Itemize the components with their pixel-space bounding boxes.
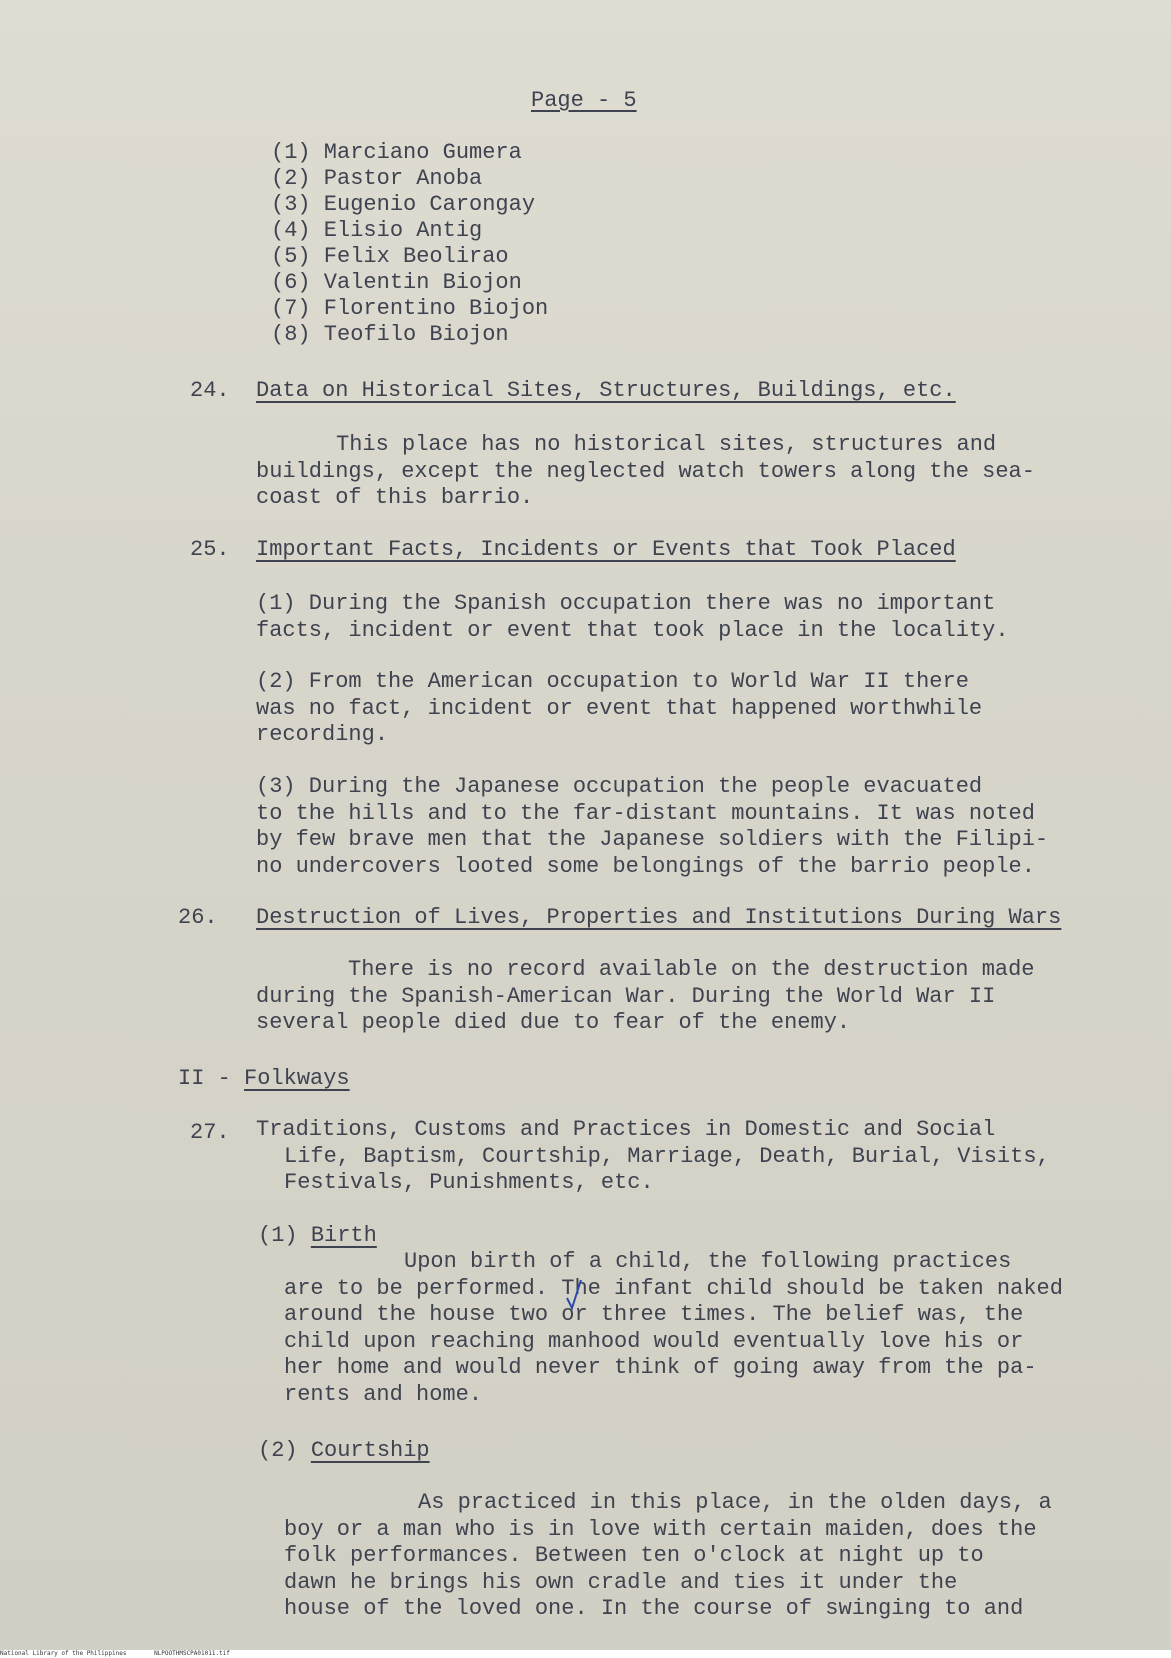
section-26-title: Destruction of Lives, Properties and Institutions During Wars	[256, 905, 1062, 930]
section-24-text	[256, 432, 1035, 512]
section-27-title	[256, 1117, 1050, 1197]
part-2-heading	[178, 1066, 350, 1091]
text-line: no undercovers looted some belongings of the barrio people.	[256, 853, 1035, 879]
section-25-item-3	[256, 774, 1048, 880]
text-line: buildings, except the neglected watch towers along the sea-	[256, 458, 1035, 484]
text-line: facts, incident or event that took place in the locality.	[256, 617, 1009, 643]
text-line: rents and home.	[284, 1381, 483, 1407]
text-line: to the hills and to the far-distant mountains. It was noted	[256, 800, 1035, 826]
list-item: (4) Elisio Antig	[271, 218, 483, 243]
text-line: (3) During the Japanese occupation the people evacuated	[256, 774, 983, 799]
section-27-number: 27.	[190, 1120, 230, 1145]
text-line: house of the loved one. In the course of swinging to and	[284, 1596, 1024, 1621]
footer-file: NLPOOTHMSCPA01011.tif	[154, 1650, 230, 1657]
text-line: As practiced in this place, in the olden days, a	[418, 1490, 1052, 1515]
list-item: (7) Florentino Biojon	[271, 296, 549, 321]
text-line: (2) From the American occupation to World War II there	[256, 669, 969, 694]
text-line: was no fact, incident or event that happened worthwhile	[256, 695, 983, 721]
text-line: (1) During the Spanish occupation there was no important	[256, 591, 996, 616]
list-item: (6) Valentin Biojon	[271, 270, 522, 295]
text-line: dawn he brings his own cradle and ties it under the	[284, 1569, 958, 1595]
list-item: (1) Marciano Gumera	[271, 140, 522, 165]
text-line: around the house two or three times. The belief was, the	[284, 1302, 1024, 1327]
birth-label: (1)	[258, 1223, 311, 1248]
text-line: recording.	[256, 722, 389, 747]
text-line: her home and would never think of going away from the pa-	[284, 1355, 1037, 1380]
courtship-heading	[258, 1438, 430, 1463]
birth-title: Birth	[310, 1223, 377, 1248]
section-24-title: Data on Historical Sites, Structures, Buildings, etc.	[256, 378, 956, 403]
text-line: This place has no historical sites, structures and	[336, 432, 997, 457]
section-25-title: Important Facts, Incidents or Events that Took Placed	[256, 537, 956, 562]
checkmark-annotation-icon	[565, 1278, 583, 1312]
courtship-label: (2)	[258, 1438, 311, 1463]
part-2-prefix: II -	[178, 1066, 245, 1091]
section-26-text	[256, 957, 1035, 1037]
list-item: (3) Eugenio Carongay	[271, 192, 536, 217]
section-25-number: 25.	[190, 537, 230, 562]
section-25-item-2	[256, 669, 982, 749]
text-line: several people died due to fear of the enemy.	[256, 1010, 851, 1035]
list-item: (5) Felix Beolirao	[271, 244, 509, 269]
text-line: boy or a man who is in love with certain maiden, does the	[284, 1516, 1037, 1542]
text-line: Festivals, Punishments, etc.	[284, 1170, 654, 1195]
courtship-title: Courtship	[310, 1438, 430, 1463]
text-line: are to be performed. The infant child should be taken naked	[284, 1275, 1063, 1301]
informant-list	[271, 140, 548, 348]
section-26-number: 26.	[178, 905, 218, 930]
birth-text	[284, 1249, 1063, 1408]
page-number: Page - 5	[531, 88, 637, 113]
birth-heading	[258, 1223, 377, 1248]
footer-library: National Library of the Philippines	[0, 1650, 127, 1657]
scan-footer	[0, 1650, 1171, 1658]
text-line: coast of this barrio.	[256, 485, 534, 510]
text-line: Upon birth of a child, the following practices	[404, 1249, 1012, 1274]
part-2-title: Folkways	[244, 1066, 350, 1091]
text-line: by few brave men that the Japanese soldiers with the Filipi-	[256, 827, 1049, 852]
text-line: There is no record available on the destruction made	[348, 957, 1035, 982]
section-24-number: 24.	[190, 378, 230, 403]
list-item: (2) Pastor Anoba	[271, 166, 483, 191]
text-line: during the Spanish-American War. During the World War II	[256, 983, 996, 1009]
text-line: Traditions, Customs and Practices in Domestic and Social	[256, 1117, 996, 1142]
list-item: (8) Teofilo Biojon	[271, 322, 509, 347]
text-line: child upon reaching manhood would eventually love his or	[284, 1328, 1024, 1354]
text-line: Life, Baptism, Courtship, Marriage, Death, Burial, Visits,	[284, 1143, 1050, 1169]
section-25-item-1	[256, 591, 1009, 644]
text-line: folk performances. Between ten o'clock at night up to	[284, 1543, 984, 1568]
courtship-text	[284, 1490, 1052, 1623]
